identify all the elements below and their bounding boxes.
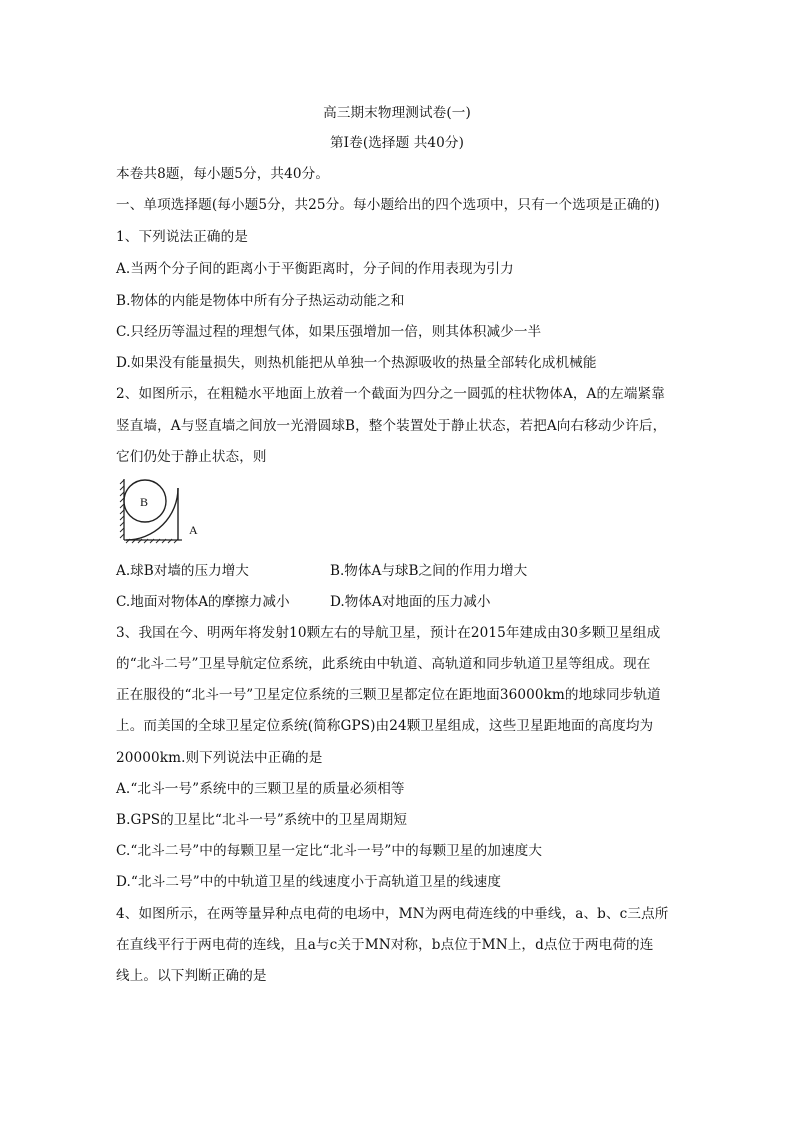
q3-option-a: A.“北斗一号”系统中的三颗卫星的质量必须相等 bbox=[116, 781, 405, 797]
q3-stem-line1: 3、我国在今、明两年将发射10颗左右的导航卫星，预计在2015年建成由30多颗卫星组成 bbox=[116, 625, 661, 641]
q1-option-a: A.当两个分子间的距离小于平衡距离时，分子间的作用表现为引力 bbox=[116, 261, 514, 277]
page-subtitle: 第Ⅰ卷(选择题 共40分) bbox=[329, 135, 465, 151]
q3-stem-line3: 正在服役的“北斗一号”卫星定位系统的三颗卫星都定位在距地面36000km的地球同步轨道 bbox=[116, 687, 661, 703]
q3-stem-line5: 20000km.则下列说法中正确的是 bbox=[116, 750, 323, 766]
q1-option-b: B.物体的内能是物体中所有分子热运动动能之和 bbox=[116, 293, 405, 309]
q3-stem-line2: 的“北斗二号”卫星导航定位系统，此系统由中轨道、高轨道和同步轨道卫星等组成。现在 bbox=[116, 656, 651, 672]
q1-option-c: C.只经历等温过程的理想气体，如果压强增加一倍，则其体积减少一半 bbox=[116, 324, 542, 340]
q4-stem-line2: 在直线平行于两电荷的连线，且a与c关于MN对称，b点位于MN上，d点位于两电荷的连 bbox=[116, 937, 654, 953]
q2-figure bbox=[118, 478, 206, 544]
q4-stem-line3: 线上。以下判断正确的是 bbox=[116, 968, 267, 984]
section-heading: 一、单项选择题(每小题5分，共25分。每小题给出的四个选项中，只有一个选项是正确的) bbox=[116, 197, 660, 213]
q1-option-d: D.如果没有能量损失，则热机能把从单独一个热源吸收的热量全部转化成机械能 bbox=[116, 355, 597, 371]
body-a-arc bbox=[126, 488, 178, 540]
q1-stem: 1、下列说法正确的是 bbox=[116, 229, 248, 245]
q2-option-c: C.地面对物体A的摩擦力减小 bbox=[116, 594, 290, 610]
q3-stem-line4: 上。而美国的全球卫星定位系统(简称GPS)由24颗卫星组成，这些卫星距地面的高度均为 bbox=[116, 718, 654, 734]
q2-stem-line1: 2、如图所示，在粗糙水平地面上放着一个截面为四分之一圆弧的柱状物体A，A的左端紧靠 bbox=[116, 386, 665, 402]
q2-option-b: B.物体A与球B之间的作用力增大 bbox=[330, 563, 528, 579]
page-title: 高三期末物理测试卷(一) bbox=[323, 105, 471, 121]
q2-option-d: D.物体A对地面的压力减小 bbox=[330, 594, 491, 610]
intro-text: 本卷共8题，每小题5分，共40分。 bbox=[116, 166, 330, 182]
q3-option-c: C.“北斗二号”中的每颗卫星一定比“北斗一号”中的每颗卫星的加速度大 bbox=[116, 843, 543, 859]
q3-option-b: B.GPS的卫星比“北斗一号”系统中的卫星周期短 bbox=[116, 812, 408, 828]
q2-stem-line2: 竖直墙，A与竖直墙之间放一光滑圆球B，整个装置处于静止状态，若把A向右移动少许后， bbox=[116, 418, 667, 434]
q4-stem-line1: 4、如图所示，在两等量异种点电荷的电场中，MN为两电荷连线的中垂线，a、b、c三点所 bbox=[116, 906, 669, 922]
label-a: A bbox=[189, 523, 198, 537]
q3-option-d: D.“北斗二号”中的中轨道卫星的线速度小于高轨道卫星的线速度 bbox=[116, 874, 502, 890]
q2-stem-line3: 它们仍处于静止状态，则 bbox=[116, 449, 267, 465]
label-b: B bbox=[140, 495, 149, 509]
q2-option-a: A.球B对墙的压力增大 bbox=[116, 563, 249, 579]
